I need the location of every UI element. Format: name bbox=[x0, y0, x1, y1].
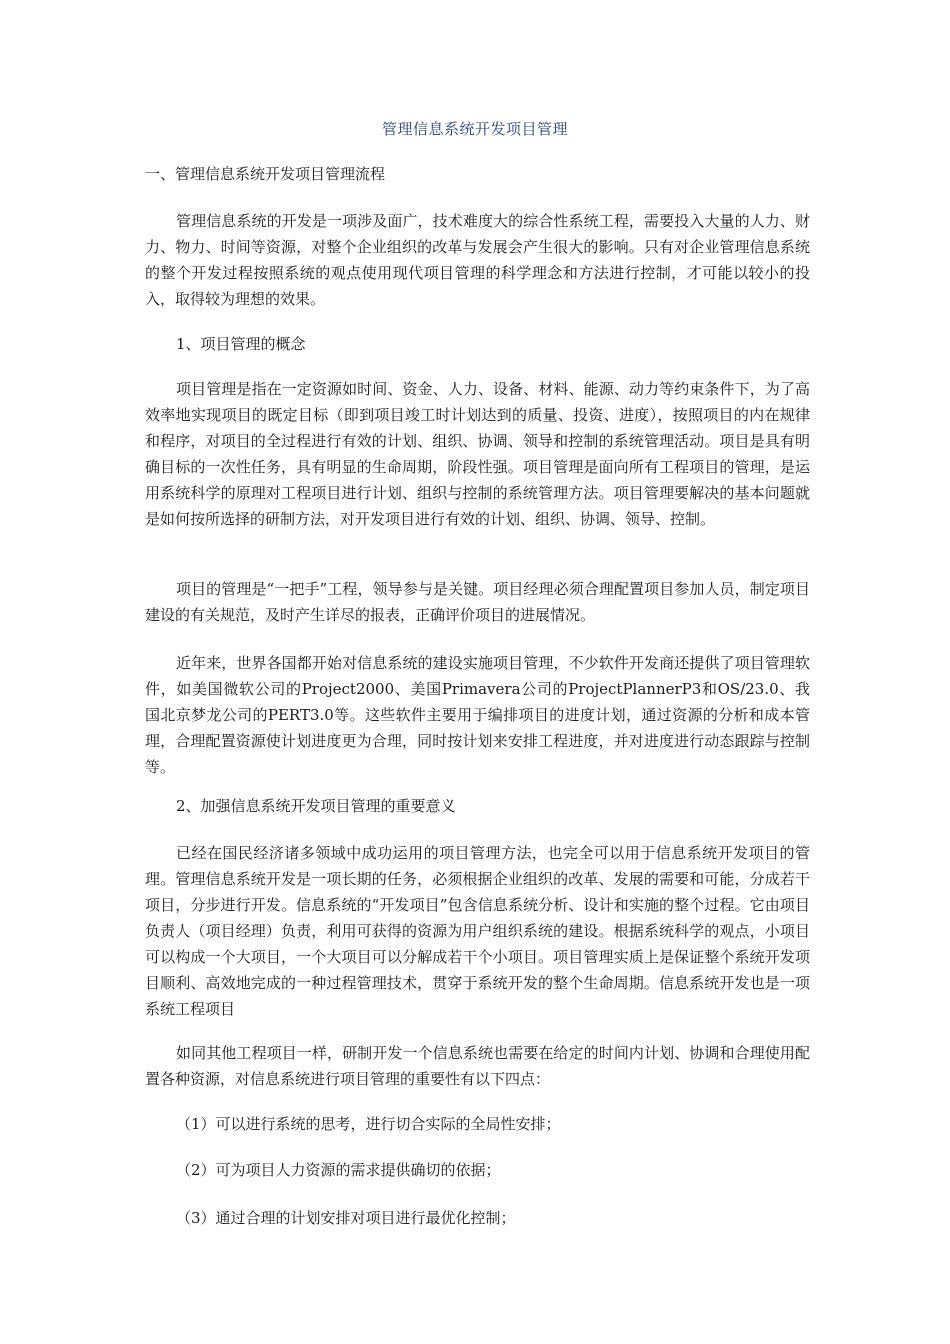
paragraph-significance: 已经在国民经济诸多领域中成功运用的项目管理方法，也完全可以用于信息系统开发项目的管理。管理信息系统开发是一项长期的任务，必须根据企业组织的改革、发展的需要和可能，分成若干项目，分步进行开发。信息系统的“开发项目”包含信息系统分析、设计和实施的整个过程。它由项目负责人（项目经理）负责，利用可获得的资源为用户组织系统的建设。根据系统科学的观点，小项目可以构成一个大项目，一个大项目可以分解成若干个小项目。项目管理实质上是保证整个系统开发项目顺利、高效地完成的一种过程管理技术，贯穿于系统开发的整个生命周期。信息系统开发也是一项系统工程项目 bbox=[145, 844, 810, 1018]
document-title: 管理信息系统开发项目管理 bbox=[381, 120, 568, 138]
list-item: （2）可为项目人力资源的需求提供确切的依据； bbox=[176, 1161, 501, 1179]
subsection-heading-significance: 2、加强信息系统开发项目管理的重要意义 bbox=[176, 797, 456, 815]
subsection-heading-concept: 1、项目管理的概念 bbox=[176, 335, 306, 353]
list-item: （3）通过合理的计划安排对项目进行最优化控制； bbox=[176, 1209, 516, 1227]
list-item: （1）可以进行系统的思考，进行切合实际的全局性安排； bbox=[176, 1115, 561, 1133]
paragraph-leader: 项目的管理是“一把手”工程，领导参与是关键。项目经理必须合理配置项目参加人员，制定项目建设的有关规范，及时产生详尽的报表，正确评价项目的进展情况。 bbox=[145, 580, 810, 624]
paragraph-concept: 项目管理是指在一定资源如时间、资金、人力、设备、材料、能源、动力等约束条件下，为了高效率地实现项目的既定目标（即到项目竣工时计划达到的质量、投资、进度），按照项目的内在规律和程序，对项目的全过程进行有效的计划、组织、协调、领导和控制的系统管理活动。项目是具有明确目标的一次性任务，具有明显的生命周期，阶段性强。项目管理是面向所有工程项目的管理，是运用系统科学的原理对工程项目进行计划、组织与控制的系统管理方法。项目管理要解决的基本问题就是如何按所选择的研制方法，对开发项目进行有效的计划、组织、协调、领导、控制。 bbox=[145, 380, 810, 528]
paragraph-software: 近年来，世界各国都开始对信息系统的建设实施项目管理，不少软件开发商还提供了项目管理软件，如美国微软公司的Project2000、美国Primavera公司的ProjectPlannerP3和OS/23.0、我国北京梦龙公司的PERT3.0等。这些软件主要用于编排项目的进度计划，通过资源的分析和成本管理，合理配置资源使计划进度更为合理，同时按计划来安排工程进度，并对进度进行动态跟踪与控制等。 bbox=[145, 654, 810, 776]
section-heading: 一、管理信息系统开发项目管理流程 bbox=[145, 165, 386, 183]
paragraph-intro: 管理信息系统的开发是一项涉及面广，技术难度大的综合性系统工程，需要投入大量的人力、财力、物力、时间等资源，对整个企业组织的改革与发展会产生很大的影响。只有对企业管理信息系统的整个开发过程按照系统的观点使用现代项目管理的科学理念和方法进行控制，才可能以较小的投入，取得较为理想的效果。 bbox=[145, 212, 810, 308]
paragraph-points-intro: 如同其他工程项目一样，研制开发一个信息系统也需要在给定的时间内计划、协调和合理使用配置各种资源，对信息系统进行项目管理的重要性有以下四点： bbox=[145, 1044, 810, 1088]
